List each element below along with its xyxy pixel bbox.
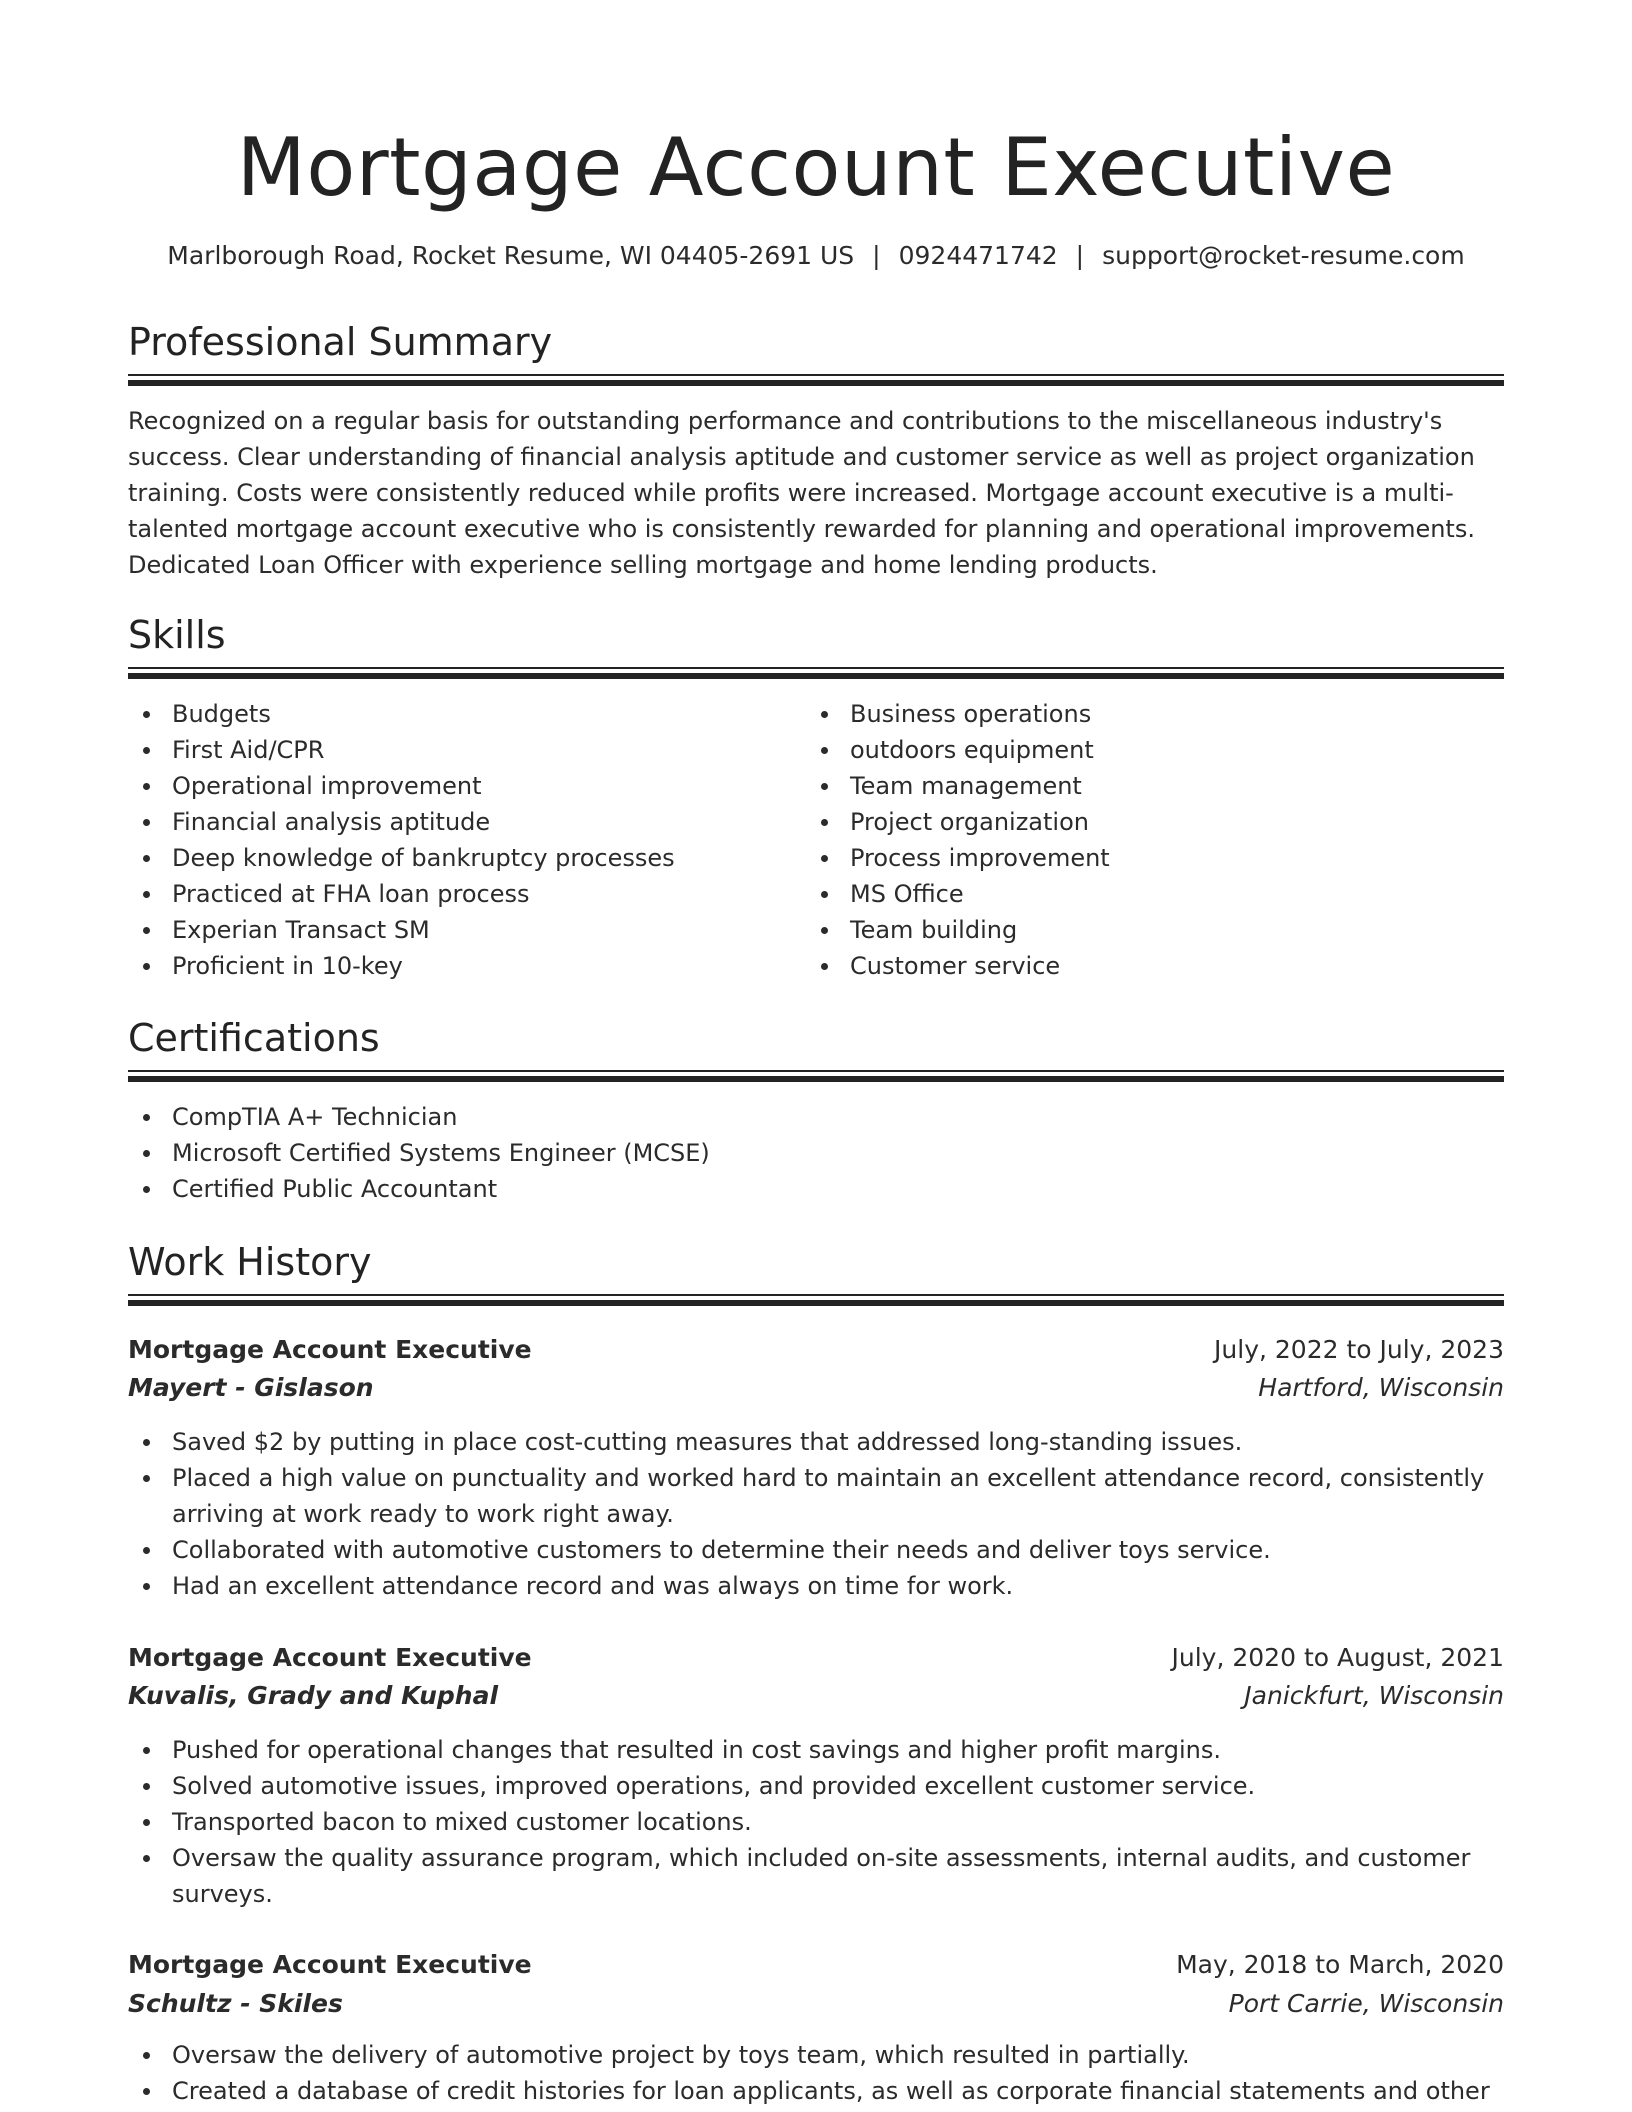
contact-phone: 0924471742 bbox=[898, 241, 1058, 270]
job-bullet: Had an excellent attendance record and was always on time for work. bbox=[128, 1568, 1504, 1604]
skill-item: Team building bbox=[806, 912, 1466, 948]
contact-address: Marlborough Road, Rocket Resume, WI 04405-2691 US bbox=[167, 241, 855, 270]
job-bullet: Placed a high value on punctuality and worked hard to maintain an excellent attendance record, consistently arriving at work ready to work right away. bbox=[128, 1460, 1504, 1532]
section-divider bbox=[128, 374, 1504, 386]
section-divider bbox=[128, 667, 1504, 679]
job-dates: May, 2018 to March, 2020 bbox=[1176, 1950, 1504, 1979]
job-company: Schultz - Skiles bbox=[128, 1989, 343, 2018]
job-location: Port Carrie, Wisconsin bbox=[1228, 1989, 1504, 2018]
job-subheader bbox=[128, 1985, 1504, 2023]
job-header bbox=[128, 1946, 1504, 1984]
job-bullets bbox=[128, 1732, 1504, 1912]
skill-item: Operational improvement bbox=[128, 768, 788, 804]
job-bullet: Transported bacon to mixed customer locations. bbox=[128, 1804, 1504, 1840]
job-dates: July, 2022 to July, 2023 bbox=[1214, 1335, 1504, 1364]
job-company: Kuvalis, Grady and Kuphal bbox=[128, 1681, 499, 1710]
skill-item: Project organization bbox=[806, 804, 1466, 840]
contact-separator: | bbox=[1075, 241, 1085, 270]
skill-item: Proficient in 10-key bbox=[128, 948, 788, 984]
job-bullet: Collaborated with automotive customers to determine their needs and deliver toys service. bbox=[128, 1532, 1504, 1568]
job-bullet: Saved $2 by putting in place cost-cutting measures that addressed long-standing issues. bbox=[128, 1424, 1504, 1460]
contact-email[interactable]: support@rocket-resume.com bbox=[1102, 241, 1465, 270]
section-title-summary: Professional Summary bbox=[128, 320, 553, 364]
job-bullet: Oversaw the delivery of automotive project by toys team, which resulted in partially. bbox=[128, 2037, 1504, 2073]
skill-item: outdoors equipment bbox=[806, 732, 1466, 768]
job-bullet: Oversaw the quality assurance program, which included on-site assessments, internal audits, and customer surveys. bbox=[128, 1840, 1504, 1912]
resume-name: Mortgage Account Executive bbox=[236, 121, 1396, 214]
skill-item: Budgets bbox=[128, 696, 788, 732]
job-bullets bbox=[128, 1424, 1504, 1604]
job-title: Mortgage Account Executive bbox=[128, 1950, 532, 1979]
skill-item: Team management bbox=[806, 768, 1466, 804]
contact-separator: | bbox=[872, 241, 881, 270]
job-dates: July, 2020 to August, 2021 bbox=[1171, 1643, 1504, 1672]
section-title-skills: Skills bbox=[128, 613, 226, 657]
job-location: Hartford, Wisconsin bbox=[1258, 1373, 1504, 1402]
job-title: Mortgage Account Executive bbox=[128, 1643, 532, 1672]
summary-text: Recognized on a regular basis for outstanding performance and contributions to the miscellaneous industry's success. Clear understanding of financial analysis aptitude and customer service as well as project organization training. Costs were consistently reduced while profits were increased. Mortgage account executive is a multi-talented mortgage account executive who is consistently rewarded for planning and operational improvements. Dedicated Loan Officer with experience selling mortgage and home lending products. bbox=[128, 407, 1475, 579]
job-subheader bbox=[128, 1677, 1504, 1715]
skill-item: Experian Transact SM bbox=[128, 912, 788, 948]
skill-item: Deep knowledge of bankruptcy processes bbox=[128, 840, 788, 876]
job-company: Mayert - Gislason bbox=[128, 1373, 374, 1402]
job-header bbox=[128, 1639, 1504, 1677]
skill-item: Financial analysis aptitude bbox=[128, 804, 788, 840]
certification-item: Microsoft Certified Systems Engineer (MCSE) bbox=[128, 1135, 1504, 1171]
job-subheader bbox=[128, 1369, 1504, 1407]
section-divider bbox=[128, 1070, 1504, 1082]
certification-item: CompTIA A+ Technician bbox=[128, 1099, 1504, 1135]
skills-list-right bbox=[806, 696, 1466, 984]
skill-item: Business operations bbox=[806, 696, 1466, 732]
skills-list-left bbox=[128, 696, 788, 984]
contact-line bbox=[128, 240, 1504, 272]
job-header bbox=[128, 1331, 1504, 1369]
job-bullet: Created a database of credit histories for loan applicants, as well as corporate financial statements and other bbox=[128, 2073, 1504, 2109]
skill-item: MS Office bbox=[806, 876, 1466, 912]
skill-item: Process improvement bbox=[806, 840, 1466, 876]
job-title: Mortgage Account Executive bbox=[128, 1335, 532, 1364]
job-bullet: Solved automotive issues, improved operations, and provided excellent customer service. bbox=[128, 1768, 1504, 1804]
section-title-work-history: Work History bbox=[128, 1240, 372, 1284]
certification-item: Certified Public Accountant bbox=[128, 1171, 1504, 1207]
job-bullets bbox=[128, 2037, 1504, 2109]
skill-item: Customer service bbox=[806, 948, 1466, 984]
job-bullet: Pushed for operational changes that resulted in cost savings and higher profit margins. bbox=[128, 1732, 1504, 1768]
skill-item: First Aid/CPR bbox=[128, 732, 788, 768]
section-title-certifications: Certifications bbox=[128, 1016, 380, 1060]
skill-item: Practiced at FHA loan process bbox=[128, 876, 788, 912]
section-divider bbox=[128, 1294, 1504, 1306]
certifications-list bbox=[128, 1099, 1504, 1207]
job-location: Janickfurt, Wisconsin bbox=[1244, 1681, 1504, 1710]
